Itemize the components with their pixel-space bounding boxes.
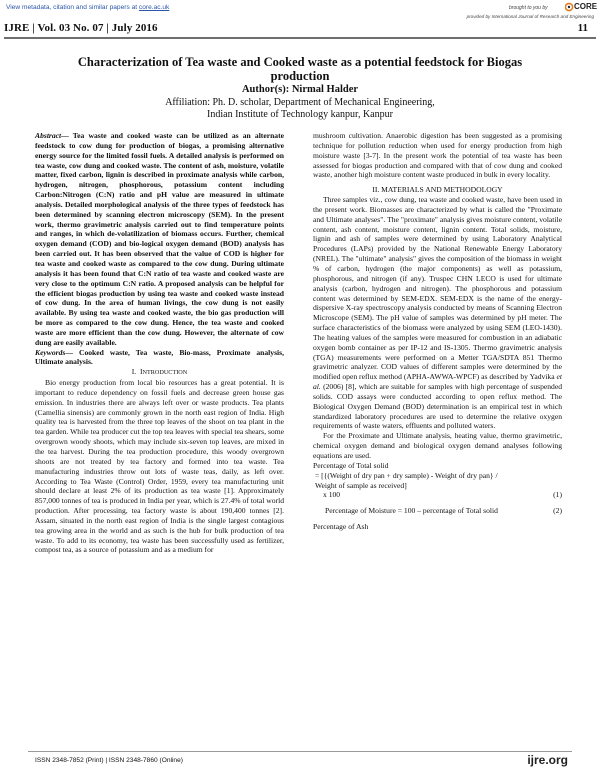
paper-title [40,55,560,83]
eq1-line-1: = [{(Weight of dry pan + dry sample) - Weight of dry pan} / [315,470,498,480]
methods-equations-intro: For the Proximate and Ultimate analysis, heating value, thermo gravimetric, chemical oxygen demand and biological oxygen demand analyses following equations are used. [313,431,562,460]
header-divider [4,37,596,39]
intro-text: Bio energy production from local bio resources has a great potential. It is important to reduce dependency on fossil fuels and decrease green house gas emission. In industries there are always left over or waste products. Tea plants (Camellia sinensis) are commonly grown in the north east region of India. High quality tea is harvested from the three top leaves of the shoot on tea plant in the tea garden. While tea producer cut the top tea leaves with special tea shears, some overgrown woody shoots, which may include six-seven top leaves, are mixed in the tea harvest. During the tea production procedure, this woody overgrown shoots are not treated by tea factory and formed into tea waste. Tea manufacturing industries throw out lots of waste teas, daily, as left over. According to Tea Waste (Control) Order, 1959, every tea manufacturing unit should declare at least 2% of its production as tea waste [1]. Approximately 857,000 tonnes of tea is produced in India per year, which is 27.4% of total world production. After processing, tea factory waste is about 190,400 tonnes [2]. Assam, situated in the north east region of India is the single largest contagious tea growing area in the world and as such is the hub for bulk production of tea waste. To add to its economy, tea waste has been successfully used as fertilizer, compost tea, as a source of potassium and as a medium for [35,378,284,555]
eq1-row [313,490,562,500]
keywords-text: — Cooked waste, Tea waste, Bio-mass, Proximate analysis, Ultimate analysis. [35,347,284,367]
eq1-label: Percentage of Total solid [313,460,389,470]
eq1-line-3: x 100 [323,490,341,500]
core-link-prefix: View metadata, citation and similar papers at [6,4,139,11]
eq2-row [313,506,562,516]
page-number: 11 [577,22,588,34]
journal-issue-title: IJRE | Vol. 03 No. 07 | July 2016 [4,22,158,34]
eq3-label: Percentage of Ash [313,522,369,532]
core-logo-text: CORE [574,2,598,11]
methods-heading: II. MATERIALS AND METHODOLOGY [372,185,503,195]
methods-text [313,195,562,431]
abstract [35,131,284,348]
keywords [35,348,284,368]
intro-continuation: mushroom cultivation. Anaerobic digestion has been suggested as a promising technique for pollution reduction when used for energy production from high moisture waste [3-7]. In the present work the potential of tea waste has been assessed for biogas production and compared with that of cow dung and cooked waste, another high moisture content waste produced in bulk in every locality. [313,131,562,180]
eq2-text: Percentage of Moisture = 100 – percentage of Total solid [325,506,498,516]
intro-heading [35,367,284,378]
keywords-label: Keywords [35,347,66,357]
footer-issn: ISSN 2348-7852 (Print) | ISSN 2348-7860 (Online) [35,757,183,764]
paper-authors: Author(s): Nirmal Halder [241,84,359,95]
core-logo-icon [565,2,574,12]
abstract-label: Abstract [35,131,62,140]
methods-et-al: et al. [313,372,562,392]
intro-heading-rest: NTRODUCTION [142,369,188,377]
paper-title-line-1: Characterization of Tea waste and Cooked waste as a potential feedstock for Biogas [77,55,523,69]
core-metadata-link[interactable] [6,4,169,11]
paper-title-line-2: production [270,69,330,83]
affiliation-line-1: Affiliation: Ph. D. scholar, Department of Mechanical Engineering, [165,97,435,108]
journal-header [4,21,596,37]
left-column [35,131,284,555]
intro-number: I. [131,367,137,377]
footer-site[interactable]: ijre.org [527,753,568,767]
paper-affiliation [40,97,560,121]
methods-text-a: Three samples viz., cow dung, tea waste and cooked waste, have been used in the present work. Biomasses are characterized by what is called the "Proximate and Ultimate analyses". The "proximate" analysis gives moisture content, volatile content, ash content, moisture content, lignin content. Total solids, moisture, lignin and ash of samples were determined by using Laboratory Analytical Procedures (LAPs) provided by the National Renewable Energy Laboratory (NREL). The "ultimate" analysis" gives the composition of the biomass in weight % of carbon, hydrogen (the major components) as well as potassium, phosphorous, and nitrogen (if any). Truspec CHN LECO is used for ultimate analysis (carbon, hydrogen and nitrogen). The phosphorous and potassium content was determined by SEM-EDX. SEM-EDX is the name of the energy-dispersive X-ray spectroscopy analysis conducted by means of Scanning Electron Microscope (SEM). The pH value of samples was determined by pH meter. The surface characteristics of the biomass were analyzed by using SEM (LEO-1430). The heating values of the samples were measured for combustion in an adiabatic oxygen bomb container as per IP-12 and IS-1305. Thermo gravimetric analysis (TGA) measurements were performed on a Metter TGA/SDTA 851 Thermo gravimetric analyzer. COD values of different samples were determined by the modified open reflux method (APHA-AWWA-WPCF) as described by Yadvika [313,195,562,382]
core-logo[interactable] [565,2,598,12]
core-link-domain[interactable]: core.ac.uk [138,4,170,11]
brought-to-you-label: brought to you by [509,5,548,11]
affiliation-line-2: Indian Institute of Technology kanpur, Kanpur [207,109,393,120]
methods-text-b: (2006) [8], which are suitable for samples with high percentage of suspended solids. COD assays were conducted according to open reflux method. The Biological Oxygen Demand (BOD) determination is an empirical test in which standardized laboratory procedures are used to determine the relative oxygen requirements of waste waters, effluents and polluted waters. [313,382,562,431]
provided-by-label: provided by International Journal of Research and Engineering [466,14,594,19]
core-banner [0,0,600,20]
intro-heading-first: I [140,367,143,377]
eq2-number: (2) [553,506,562,516]
abstract-text: — Tea waste and cooked waste can be utilized as an alternate feedstock to cow dung for production of biogas, a promising alternative energy source for the limited fossil fuels. A detailed analysis is performed on tea waste, cow dung and cooked waste. The content of ash, moisture, volatile matter, fixed carbon, lignin is described in proximate analysis while carbon, hydrogen, nitrogen, phosphorous, potassium content including Carbon:Nitrogen (C:N) ratio and pH value are measured in ultimate analysis. Detailed morphological analysis of the three types of feedstock has been determined by scanning electron microscopy (SEM). In the present work, thermo gravimetric analysis carried out to find temperature points and ranges, in which de-volatilization of biomass occurs. Further, chemical oxygen demand (COD) and bio-logical oxygen demand (BOD) analysis has been carried out. It has been observed that the value of COD is higher for tea waste and cooked waste as compared to the cow dung. During ultimate analysis it has been found that C:N ratio of tea waste and cooked waste are very close to the optimum C:N ratio. A proposed analysis can be helpful for the efficient biogas production by using tea waste and cooked waste instead of cow dung. In the area of human livings, the cow dung is not easily available. By using tea waste and cooked waste, the bio gas production will be more as compared to the cow dung. Hence, the tea waste and cooked waste are more efficient than the cow dung. However, the alternate of cow dung are easily available. [35,131,284,347]
eq1-number: (1) [553,490,562,500]
eq1-line-2: Weight of sample as received] [315,480,407,490]
footer-divider [28,751,572,752]
right-column [313,131,562,532]
